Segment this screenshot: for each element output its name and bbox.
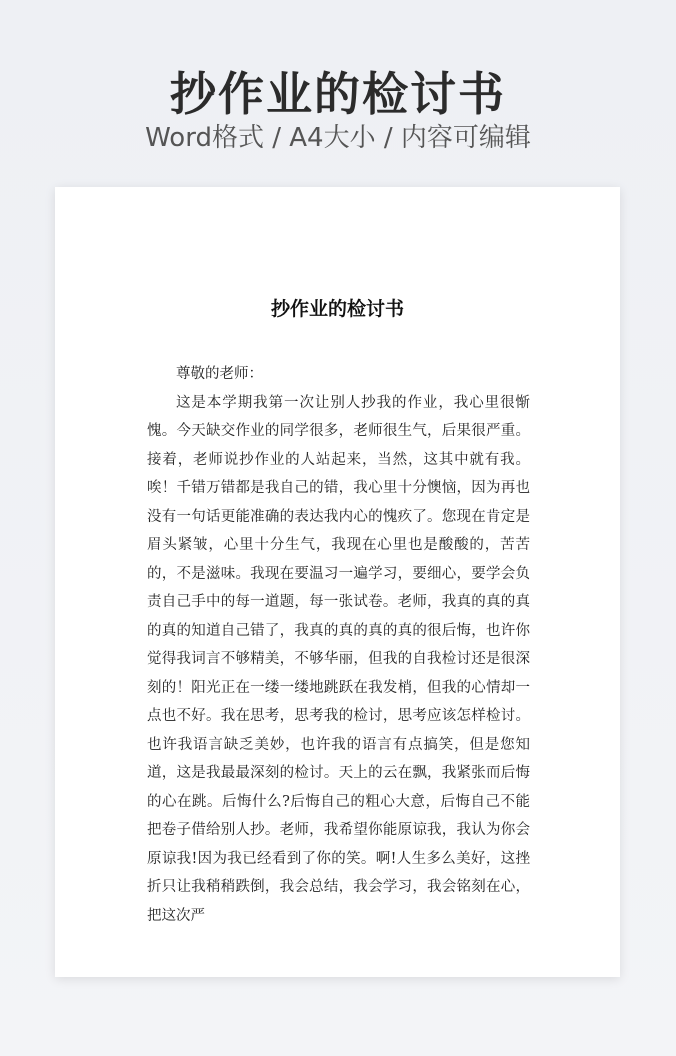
document-title: 抄作业的检讨书: [270, 298, 404, 320]
document-body: [147, 360, 530, 930]
banner-title: 抄作业的检讨书: [170, 67, 506, 121]
document-salutation: 尊敬的老师：: [176, 366, 263, 382]
banner-subtitle: Word格式 / A4大小 / 内容可编辑: [145, 123, 531, 153]
document-paragraph: 这是本学期我第一次让别人抄我的作业，我心里很惭愧。今天缺交作业的同学很多，老师很生气，后果很严重。接着，老师说抄作业的人站起来，当然，这其中就有我。唉！千错万错都是我自己的错，我心里十分懊恼，因为再也没有一句话更能准确的表达我内心的愧疚了。您现在肯定是眉头紧皱，心里十分生气，我现在心里也是酸酸的，苦苦的，不是滋味。我现在要温习一遍学习，要细心，要学会负责自己手中的每一道题，每一张试卷。老师，我真的真的真的真的知道自己错了，我真的真的真的真的很后悔，也许你觉得我词言不够精美，不够华丽，但我的自我检讨还是很深刻的！阳光正在一缕一缕地跳跃在我发梢，但我的心情却一点也不好。我在思考，思考我的检讨，思考应该怎样检讨。也许我语言缺乏美妙，也许我的语言有点搞笑，但是您知道，这是我最最深刻的检讨。天上的云在飘，我紧张而后悔的心在跳。后悔什么?后悔自己的粗心大意，后悔自己不能把卷子借给别人抄。老师，我希望你能原谅我，我认为你会原谅我!因为我已经看到了你的笑。啊!人生多么美好，这挫折只让我稍稍跌倒，我会总结，我会学习，我会铭刻在心，把这次严: [147, 394, 530, 924]
